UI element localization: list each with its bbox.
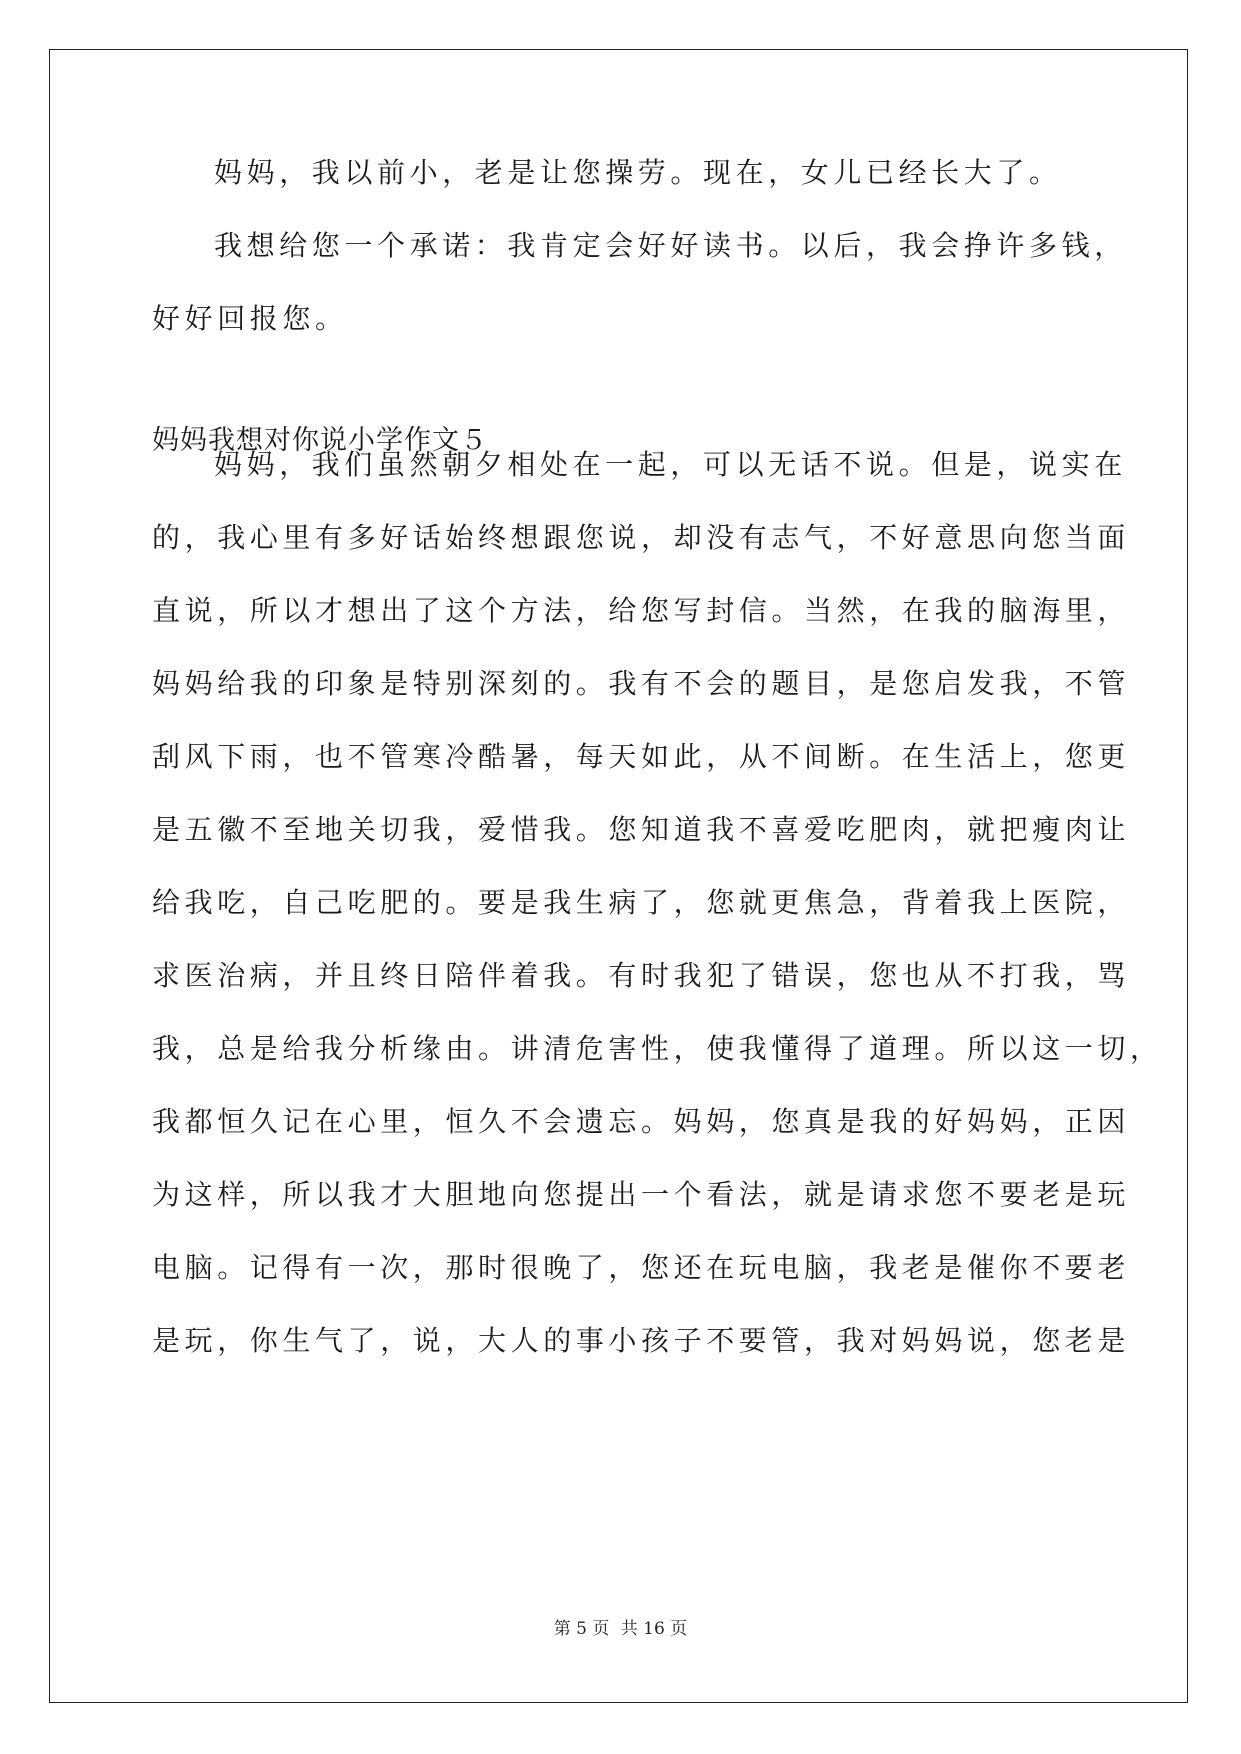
paragraph-line: 妈妈，我们虽然朝夕相处在一起，可以无话不说。但是，说实在 — [214, 448, 1127, 481]
paragraph-line: 直说，所以才想出了这个方法，给您写封信。当然，在我的脑海里， — [152, 594, 1131, 627]
paragraph-line: 刮风下雨，也不管寒冷酷暑，每天如此，从不间断。在生活上，您更 — [152, 740, 1131, 773]
paragraph-line: 是玩，你生气了，说，大人的事小孩子不要管，我对妈妈说，您老是 — [152, 1324, 1131, 1357]
page-number: 第 5 页 — [553, 1619, 610, 1639]
paragraph-line: 妈妈给我的印象是特别深刻的。我有不会的题目，是您启发我，不管 — [152, 667, 1131, 700]
paragraph-line: 妈妈，我以前小，老是让您操劳。现在，女儿已经长大了。 — [214, 156, 1062, 189]
page-footer — [0, 1614, 1241, 1639]
paragraph-line: 的，我心里有多好话始终想跟您说，却没有志气，不好意思向您当面 — [152, 521, 1131, 554]
paragraph-line: 是五徽不至地关切我，爱惜我。您知道我不喜爱吃肥肉，就把瘦肉让 — [152, 813, 1131, 846]
paragraph-line: 我想给您一个承诺：我肯定会好好读书。以后，我会挣许多钱， — [214, 229, 1127, 262]
paragraph-line: 我，总是给我分析缘由。讲清危害性，使我懂得了道理。所以这一切， — [152, 1032, 1163, 1065]
paragraph-line: 好好回报您。 — [152, 302, 348, 335]
paragraph-line: 给我吃，自己吃肥的。要是我生病了，您就更焦急，背着我上医院， — [152, 886, 1131, 919]
paragraph-line: 为这样，所以我才大胆地向您提出一个看法，就是请求您不要老是玩 — [152, 1178, 1131, 1211]
page-total: 共 16 页 — [620, 1619, 688, 1639]
paragraph-line: 电脑。记得有一次，那时很晚了，您还在玩电脑，我老是催你不要老 — [152, 1251, 1131, 1284]
paragraph-line: 我都恒久记在心里，恒久不会遗忘。妈妈，您真是我的好妈妈，正因 — [152, 1105, 1131, 1138]
paragraph-line: 求医治病，并且终日陪伴着我。有时我犯了错误，您也从不打我，骂 — [152, 959, 1131, 992]
page-border — [49, 49, 1188, 1703]
section-heading: 妈妈我想对你说小学作文５ — [152, 425, 488, 456]
